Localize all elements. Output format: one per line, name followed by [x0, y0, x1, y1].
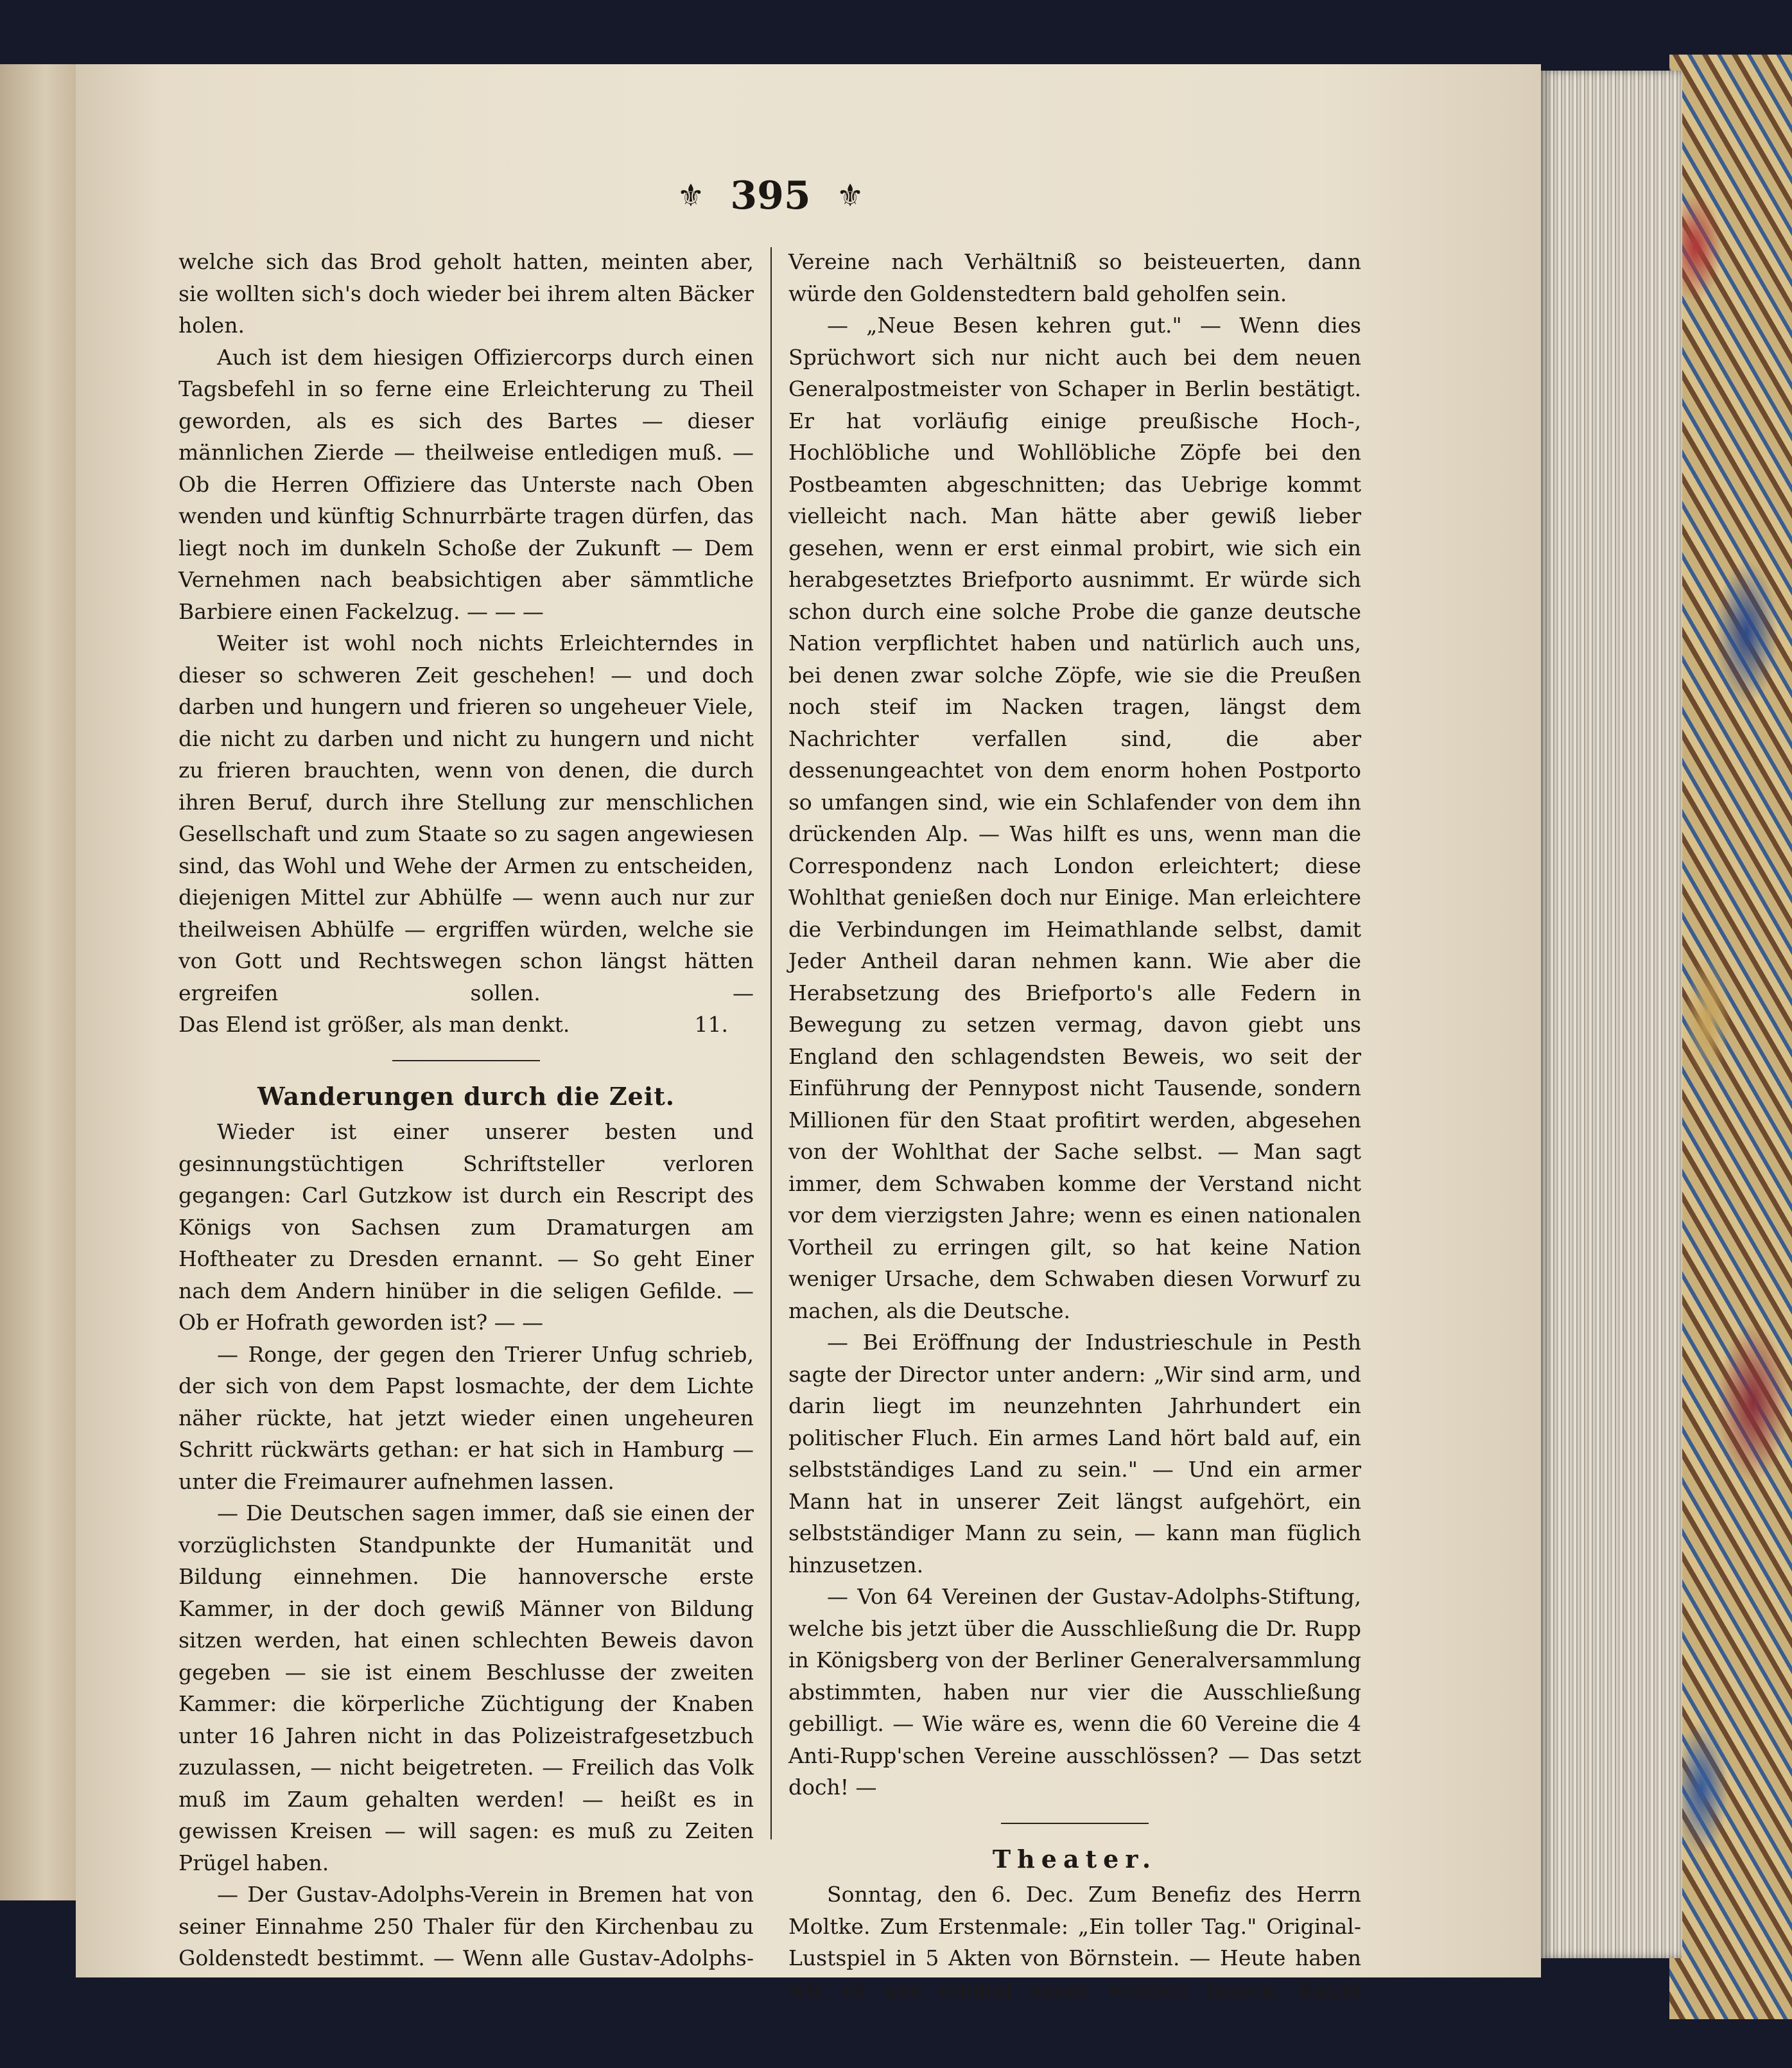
paragraph: Weiter ist wohl noch nichts Erleichterndes in dieser so schweren Zeit geschehen! — und doch darben und hungern und frieren so ungeheuer Viele, die nicht zu darben und nicht zu hungern und nicht zu frieren brauchten, wenn von denen, die durch ihren Beruf, durch ihre Stellung zur menschlichen Gesellschaft und zum Staate so zu sagen angewiesen sind, das Wohl und Wehe der Armen zu entscheiden, diejenigen Mittel zur Abhülfe — wenn auch nur zur theilweisen Abhülfe — ergriffen würden, welche sie von Gott und Rechtswegen schon längst hätten ergreifen sollen. —	[178, 630, 754, 1005]
section-heading: Theater.	[992, 1844, 1158, 1873]
paragraph: — Der Gustav-Adolphs-Verein in Bremen hat von seiner Einnahme 250 Thaler für den Kirchenbau zu Goldenstedt bestimmt. — Wenn alle Gustav-Adolphs-	[178, 1882, 754, 1970]
paragraph: — Ronge, der gegen den Trierer Unfug schrieb, der sich von dem Papst losmachte, der dem Lichte näher rückte, hat jetzt wieder einen ungeheuren Schritt rückwärts gethan: er hat sich in Hamburg — unter die Freimaurer aufnehmen lassen.	[178, 1341, 754, 1494]
paragraph: — „Neue Besen kehren gut." — Wenn dies Sprüchwort sich nur nicht auch bei dem neuen Generalpostmeister von Schaper in Berlin bestätigt. Er hat vorläufig einige preußische Hoch-, Hochlöbliche und Wohllöbliche Zöpfe bei den Postbeamten abgeschnitten; das Uebrige kommt vielleicht nach. Man hätte aber gewiß lieber gesehen, wenn er erst einmal probirt, wie sich ein herabgesetztes Briefporto ausnimmt. Er würde sich schon durch eine solche Probe die ganze deutsche Nation verpflichtet haben und natürlich auch uns, bei denen zwar solche Zöpfe, wie sie die Preußen noch steif im Nacken tragen, längst dem Nachrichter verfallen sind, die aber dessenungeachtet von dem enorm hohen Postporto so umfangen sind, wie ein Schlafender von dem ihn drückenden Alp. — Was hilft es uns, wenn man die Correspondenz nach London erleichtert; diese Wohlthat genießen doch nur Einige. Man erleichtere die Verbindungen im Heimathlande selbst, damit Jeder Antheil daran nehmen kann. Wie aber die Herabsetzung des Briefporto's alle Federn in Bewegung zu setzen vermag, davon giebt uns England den schlagendsten Beweis, wo seit der Einführung der Pennypost nicht Tausende, sondern Millionen für den Staat profitirt werden, abgesehen von der Wohlthat der Sache selbst. — Man sagt immer, dem Schwaben komme der Verstand nicht vor dem vierzigsten Jahre; wenn es einen nationalen Vortheil zu erringen gilt, so hat keine Nation weniger Ursache, dem Schwaben diesen Vorwurf zu machen, als die Deutsche.	[788, 313, 1361, 1323]
page-stack-edge	[1541, 71, 1682, 1958]
column-divider	[770, 247, 772, 1839]
paragraph: — Die Deutschen sagen immer, daß sie einen der vorzüglichsten Standpunkte der Humanität und Bildung einnehmen. Die hannoversche erste Kammer, in der doch gewiß Männer von Bildung sitzen werden, hat einen schlechten Beweis davon gegeben — sie ist einem Beschlusse der zweiten Kammer: die körperliche Züchtigung der Knaben unter 16 Jahren nicht in das Polizeistrafgesetzbuch zuzulassen, — nicht beigetreten. — Freilich das Volk muß im Zaum gehalten werden! — heißt es in gewissen Kreisen — will sagen: es muß zu Zeiten Prügel haben.	[178, 1500, 754, 1875]
paragraph: — Bei Eröffnung der Industrieschule in Pesth sagte der Director unter andern: „Wir sind arm, und darin liegt im neunzehnten Jahrhundert ein politischer Fluch. Ein armes Land hört bald auf, ein selbstständiges Land zu sein." — Und ein armer Mann hat in unserer Zeit längst aufgehört, ein selbstständiger Mann zu sein, — kann man füglich hinzusetzen.	[788, 1330, 1361, 1577]
marbled-edge	[1669, 55, 1792, 2019]
paragraph-end: Das Elend ist größer, als man denkt.	[178, 1012, 570, 1037]
paragraph: Auch ist dem hiesigen Offiziercorps durch einen Tagsbefehl in so ferne eine Erleichterung zu Theil geworden, als es sich des Bartes — dieser männlichen Zierde — theilweise entledigen muß. — Ob die Herren Offiziere das Unterste nach Oben wenden und künftig Schnurrbärte tragen dürfen, das liegt noch im dunkeln Schoße der Zukunft — Dem Vernehmen nach beabsichtigen aber sämmtliche Barbiere einen Fackelzug. — — —	[178, 344, 754, 624]
left-column	[178, 246, 754, 1974]
paragraph: Wieder ist einer unserer besten und gesinnungstüchtigen Schriftsteller verloren gegangen: Carl Gutzkow ist durch ein Rescript des Königs von Sachsen zum Dramaturgen am Hoftheater zu Dresden ernannt. — So geht Einer nach dem Andern hinüber in die seligen Gefilde. — Ob er Hofrath geworden ist? — —	[178, 1119, 754, 1335]
section-rule	[1001, 1823, 1149, 1824]
previous-page-edge	[0, 64, 76, 1900]
paragraph: Vereine nach Verhältniß so beisteuerten, dann würde den Goldenstedtern bald geholfen sein.	[788, 249, 1361, 306]
section-rule	[392, 1060, 540, 1061]
page-header	[623, 164, 918, 228]
paragraph: — Von 64 Vereinen der Gustav-Adolphs-Stiftung, welche bis jetzt über die Ausschließung die Dr. Rupp in Königsberg von der Berliner Generalversammlung abstimmten, haben nur vier die Ausschließung gebilligt. — Wie wäre es, wenn die 60 Vereine die 4 Anti-Rupp'schen Vereine ausschlössen? — Das setzt doch! —	[788, 1584, 1361, 1800]
paragraph: welche sich das Brod geholt hatten, meinten aber, sie wollten sich's doch wieder bei ihrem alten Bäcker holen.	[178, 249, 754, 338]
right-ornament-icon: ⚜	[836, 178, 864, 214]
page-number: 395	[730, 173, 811, 218]
left-ornament-icon: ⚜	[677, 178, 705, 214]
right-column	[788, 246, 1361, 2006]
section-heading: Wanderungen durch die Zeit.	[257, 1081, 675, 1111]
signature-row	[178, 1009, 754, 1041]
paragraph: Sonntag, den 6. Dec. Zum Benefiz des Herrn Moltke. Zum Erstenmale: „Ein toller Tag." Original-Lustspiel in 5 Akten von Börnstein. — Heute haben wir es uns einmal sauer werden lassen. Kaum	[788, 1882, 1361, 2003]
signature: 11.	[694, 1012, 728, 1037]
